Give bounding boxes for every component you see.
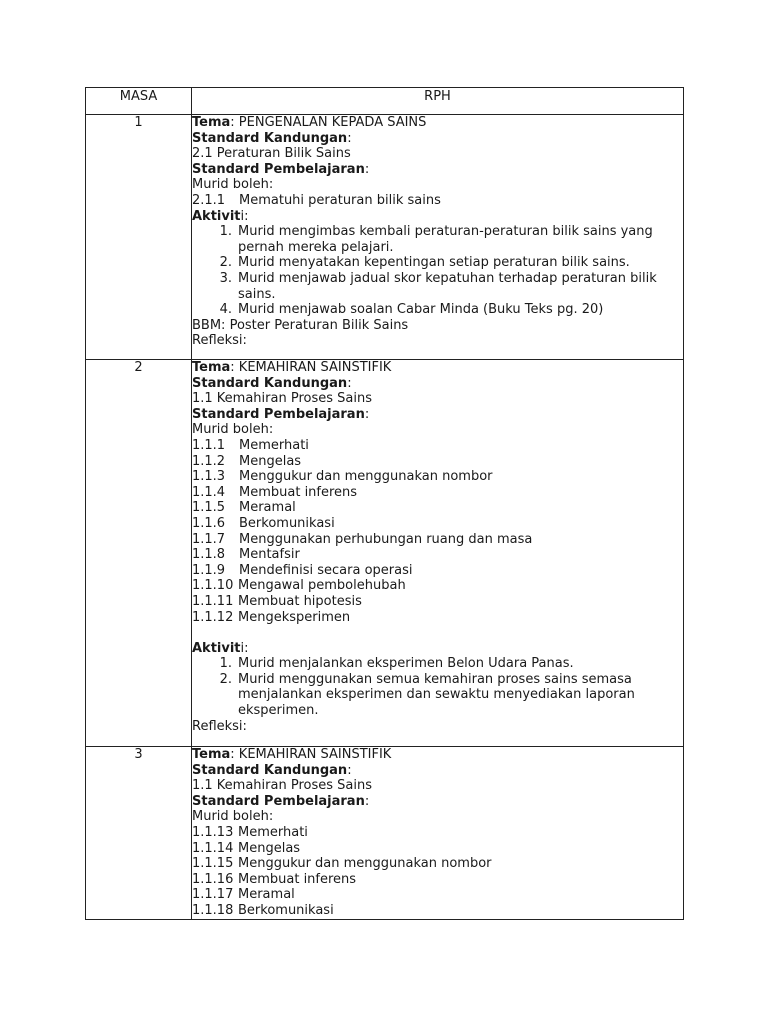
activity-item: 1. Murid mengimbas kembali peraturan-peraturan bilik sains yang pernah mereka pelajari.	[219, 224, 653, 255]
standard-kandungan-value: 2.1 Peraturan Bilik Sains	[192, 146, 351, 162]
blank-line	[192, 625, 683, 641]
outcome-item: 1.1.18 Berkomunikasi	[192, 902, 334, 918]
standard-kandungan-value: 1.1 Kemahiran Proses Sains	[192, 391, 372, 407]
standard-kandungan-value: 1.1 Kemahiran Proses Sains	[192, 778, 372, 794]
outcome-item	[192, 193, 683, 209]
outcome-item: 1.1.3 Menggukur dan menggunakan nombor	[192, 469, 493, 485]
activity-item: 3. Murid menjawab jadual skor kepatuhan terhadap peraturan bilik sains.	[219, 270, 657, 302]
rph-cell	[192, 115, 684, 360]
outcome-code: 2.1.1	[192, 192, 226, 208]
bbm-line: BBM: Poster Peraturan Bilik Sains	[192, 317, 409, 333]
standard-kandungan-heading: Standard Kandungan:	[192, 375, 352, 391]
table-row	[86, 747, 684, 920]
outcome-item: 1.1.13 Memerhati	[192, 824, 308, 840]
rph-cell	[192, 360, 684, 747]
rph-table	[85, 87, 684, 920]
tema-label: Tema	[192, 115, 231, 130]
activity-item: 2. Murid menggunakan semua kemahiran proses sains semasa menjalankan eksperimen dan sewaktu menyediakan laporan eksperimen.	[219, 671, 635, 719]
outcome-item: 1.1.2 Mengelas	[192, 453, 302, 469]
outcome-item: 1.1.5 Meramal	[192, 500, 296, 516]
tema-line	[192, 115, 683, 131]
standard-kandungan-heading: Standard Kandungan:	[192, 762, 352, 778]
outcome-item: 1.1.10 Mengawal pembolehubah	[192, 578, 406, 594]
standard-kandungan-heading: Standard Kandungan:	[192, 130, 352, 146]
murid-boleh: Murid boleh:	[192, 422, 274, 438]
tema-label: Tema	[192, 360, 231, 375]
outcome-item: 1.1.7 Menggunakan perhubungan ruang dan masa	[192, 531, 533, 547]
activity-item: 2. Murid menyatakan kepentingan setiap peraturan bilik sains.	[219, 255, 630, 271]
activity-list	[192, 656, 683, 718]
tema-value: : PENGENALAN KEPADA SAINS	[230, 115, 427, 130]
standard-pembelajaran-heading: Standard Pembelajaran:	[192, 161, 370, 177]
refleksi-line: Refleksi:	[192, 718, 247, 734]
activity-item: 1. Murid menjalankan eksperimen Belon Udara Panas.	[219, 656, 574, 672]
tema-value: : KEMAHIRAN SAINSTIFIK	[230, 360, 392, 375]
table-row	[86, 115, 684, 360]
aktiviti-heading: Aktiviti:	[192, 208, 249, 224]
activity-item: 4. Murid menjawab soalan Cabar Minda (Buku Teks pg. 20)	[219, 302, 604, 318]
table-row	[86, 360, 684, 747]
rph-cell	[192, 747, 684, 920]
standard-pembelajaran-heading: Standard Pembelajaran:	[192, 793, 370, 809]
outcome-item: 1.1.12 Mengeksperimen	[192, 609, 351, 625]
outcome-item: 1.1.11 Membuat hipotesis	[192, 593, 362, 609]
outcome-item: 1.1.6 Berkomunikasi	[192, 515, 335, 531]
murid-boleh: Murid boleh:	[192, 809, 274, 825]
header-masa: MASA	[86, 88, 192, 115]
outcome-item: 1.1.4 Membuat inferens	[192, 484, 358, 500]
standard-pembelajaran-heading: Standard Pembelajaran:	[192, 406, 370, 422]
tema-value: : KEMAHIRAN SAINSTIFIK	[230, 747, 392, 762]
outcome-item: 1.1.15 Menggukur dan menggunakan nombor	[192, 856, 492, 872]
masa-cell: 2	[86, 360, 192, 747]
refleksi-line: Refleksi:	[192, 333, 247, 349]
murid-boleh: Murid boleh:	[192, 177, 274, 193]
masa-cell: 3	[86, 747, 192, 920]
outcome-item: 1.1.16 Membuat inferens	[192, 871, 357, 887]
table-header-row	[86, 88, 684, 115]
aktiviti-heading: Aktiviti:	[192, 640, 249, 656]
tema-label: Tema	[192, 747, 231, 762]
outcome-text: Mematuhi peraturan bilik sains	[239, 192, 441, 208]
outcome-item: 1.1.9 Mendefinisi secara operasi	[192, 562, 413, 578]
outcome-item: 1.1.1 Memerhati	[192, 437, 309, 453]
tema-line	[192, 360, 683, 376]
header-rph: RPH	[192, 88, 684, 115]
masa-cell: 1	[86, 115, 192, 360]
outcome-item: 1.1.17 Meramal	[192, 887, 295, 903]
outcome-item: 1.1.14 Mengelas	[192, 840, 301, 856]
outcome-item: 1.1.8 Mentafsir	[192, 547, 300, 563]
activity-list	[192, 224, 683, 318]
tema-line	[192, 747, 683, 763]
